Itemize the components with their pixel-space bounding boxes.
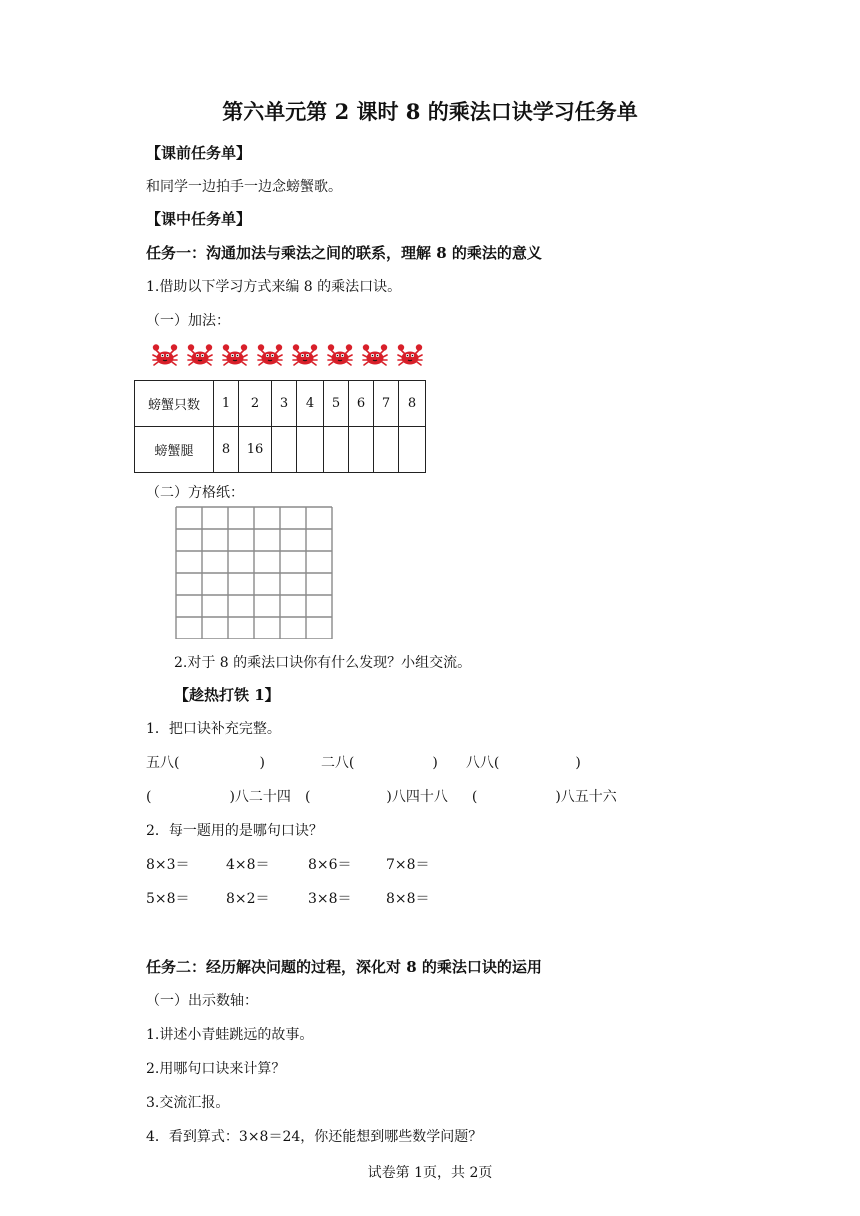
equation: 4×8＝	[226, 857, 270, 873]
table-cell: 8	[399, 381, 426, 427]
table-row	[135, 427, 426, 473]
task1-sub1: （一）加法：	[146, 313, 230, 329]
in-class-heading: 【课中任务单】	[146, 210, 252, 228]
table-row-label: 螃蟹腿	[135, 427, 214, 473]
equation: 8×2＝	[226, 891, 270, 907]
fill-text: (	[471, 789, 478, 805]
table-cell: 2	[239, 381, 272, 427]
crab-icon	[152, 343, 178, 367]
fill-text: 二八(	[320, 755, 355, 771]
table-cell: 4	[297, 381, 324, 427]
table-row-label: 螃蟹只数	[135, 381, 214, 427]
crab-icon	[222, 343, 248, 367]
fill-text: 八八(	[465, 755, 500, 771]
fill-text: )	[259, 755, 265, 771]
equation: 8×8＝	[386, 891, 430, 907]
table-cell: 7	[374, 381, 399, 427]
fill-text: )	[575, 755, 581, 771]
crab-row	[152, 343, 423, 367]
equation: 8×3＝	[146, 857, 190, 873]
practice-heading: 【趁热打铁 1】	[174, 686, 280, 704]
table-cell: 6	[349, 381, 374, 427]
fill-row-1	[146, 752, 581, 772]
page-footer: 试卷第 1页，共 2页	[367, 1165, 493, 1181]
table-cell: 1	[214, 381, 239, 427]
crab-icon	[187, 343, 213, 367]
equation: 8×6＝	[308, 857, 352, 873]
page-title: 第六单元第 2 课时 8 的乘法口诀学习任务单	[222, 99, 638, 124]
task2-heading: 任务二：经历解决问题的过程，深化对 8 的乘法口诀的运用	[146, 958, 542, 976]
practice-q1: 1．把口诀补充完整。	[146, 721, 281, 737]
table-cell	[324, 427, 349, 473]
pre-task-text: 和同学一边拍手一边念螃蟹歌。	[146, 179, 342, 195]
table-cell: 5	[324, 381, 349, 427]
crab-icon	[397, 343, 423, 367]
fill-text: )八二十四	[229, 789, 291, 805]
crab-icon	[257, 343, 283, 367]
table-cell: 8	[214, 427, 239, 473]
fill-text: (	[146, 789, 152, 805]
task2-sub1: （一）出示数轴：	[146, 993, 258, 1009]
fill-row-2	[146, 786, 617, 806]
crab-icon	[292, 343, 318, 367]
task1-item2: 2.对于 8 的乘法口诀你有什么发现？小组交流。	[174, 655, 472, 671]
equation: 7×8＝	[386, 857, 430, 873]
task1-sub2: （二）方格纸：	[146, 485, 244, 501]
fill-text: )	[432, 755, 438, 771]
task2-item1: 1.讲述小青蛙跳远的故事。	[146, 1027, 314, 1043]
fill-text: (	[304, 789, 311, 805]
task2-item4: 4．看到算式：3×8＝24，你还能想到哪些数学问题？	[146, 1129, 483, 1145]
equation: 3×8＝	[308, 891, 352, 907]
task1-item1: 1.借助以下学习方式来编 8 的乘法口诀。	[146, 279, 402, 295]
table-cell	[399, 427, 426, 473]
crab-icon	[362, 343, 388, 367]
equation: 5×8＝	[146, 891, 190, 907]
fill-text: )八四十八	[386, 789, 448, 805]
pre-task-heading: 【课前任务单】	[146, 144, 252, 162]
crab-table	[134, 380, 426, 473]
practice-q2: 2．每一题用的是哪句口诀？	[146, 823, 323, 839]
task1-heading: 任务一：沟通加法与乘法之间的联系，理解 8 的乘法的意义	[146, 244, 542, 262]
table-row	[135, 381, 426, 427]
fill-text: 五八(	[146, 755, 180, 771]
table-cell: 3	[272, 381, 297, 427]
table-cell	[272, 427, 297, 473]
crab-icon	[327, 343, 353, 367]
table-cell: 16	[239, 427, 272, 473]
fill-text: )八五十六	[555, 789, 617, 805]
table-cell	[374, 427, 399, 473]
table-cell	[349, 427, 374, 473]
grid-paper	[174, 505, 334, 639]
task2-item2: 2.用哪句口诀来计算？	[146, 1061, 286, 1077]
table-cell	[297, 427, 324, 473]
task2-item3: 3.交流汇报。	[146, 1095, 230, 1111]
